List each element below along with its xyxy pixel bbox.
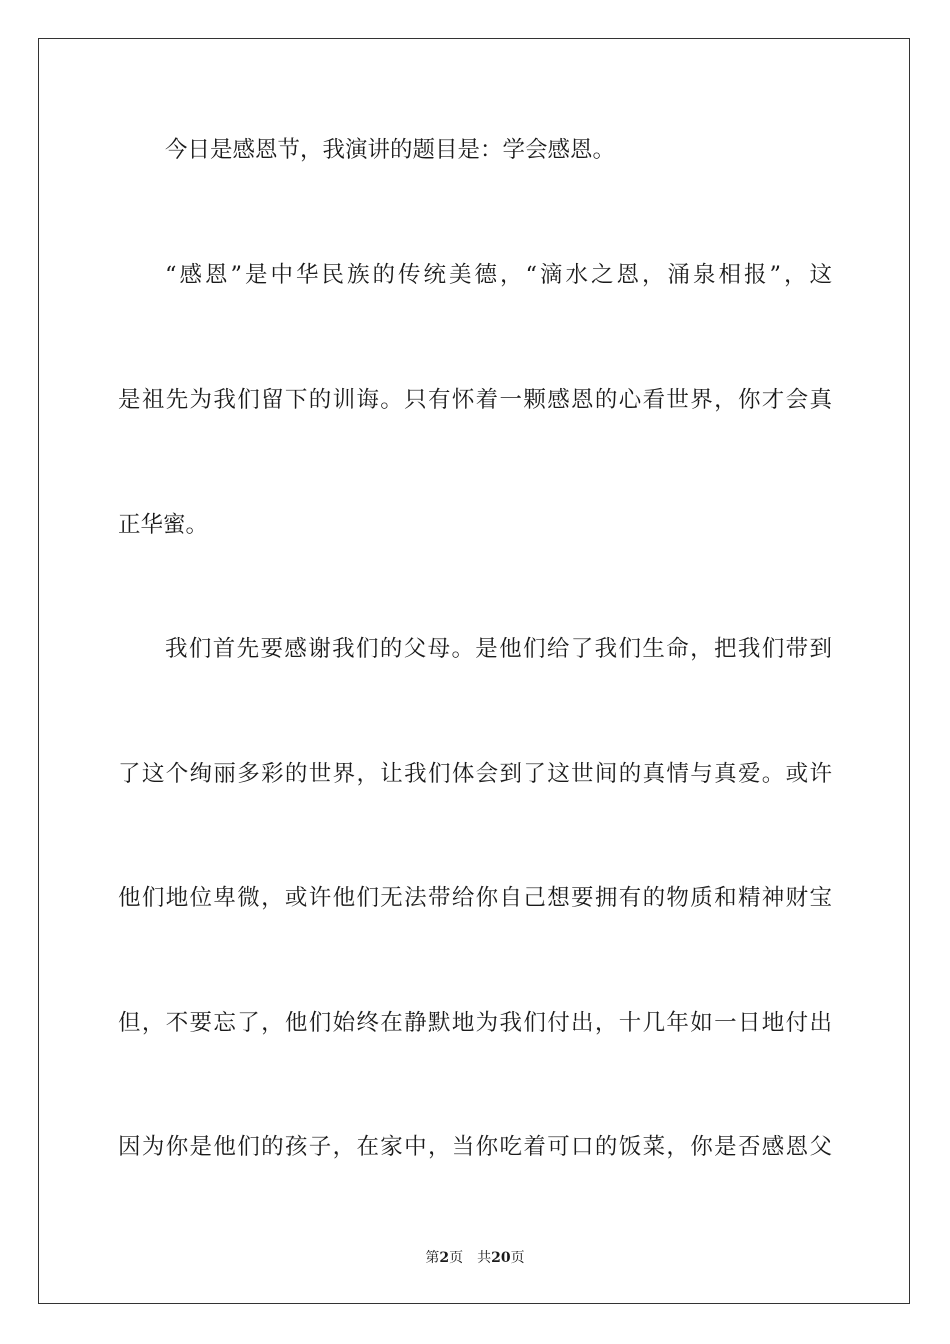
paragraph-line: 我们首先要感谢我们的父母。是他们给了我们生命，把我们带到 (165, 636, 832, 662)
page-suffix: 页 (449, 1250, 464, 1266)
paragraph-line: 因为你是他们的孩子，在家中，当你吃着可口的饭菜，你是否感恩父 (118, 1134, 832, 1160)
paragraph-line: 正华蜜。 (118, 512, 209, 538)
page-total: 20 (491, 1250, 511, 1266)
paragraph-line: “感恩”是中华民族的传统美德，“滴水之恩，涌泉相报”，这 (165, 262, 832, 288)
page-border (38, 38, 910, 1304)
paragraph-line: 但，不要忘了，他们始终在静默地为我们付出，十几年如一日地付出 (118, 1010, 832, 1036)
total-prefix: 共 (477, 1250, 492, 1266)
paragraph-line: 是祖先为我们留下的训诲。只有怀着一颗感恩的心看世界，你才会真 (118, 387, 832, 413)
page-prefix: 第 (425, 1250, 440, 1266)
paragraph-line: 今日是感恩节，我演讲的题目是：学会感恩。 (165, 137, 616, 163)
page-footer (0, 1249, 950, 1267)
paragraph-line: 了这个绚丽多彩的世界，让我们体会到了这世间的真情与真爱。或许 (118, 761, 832, 787)
page-current: 2 (439, 1250, 450, 1266)
paragraph-line: 他们地位卑微，或许他们无法带给你自己想要拥有的物质和精神财宝 (118, 885, 832, 911)
total-suffix: 页 (510, 1250, 525, 1266)
